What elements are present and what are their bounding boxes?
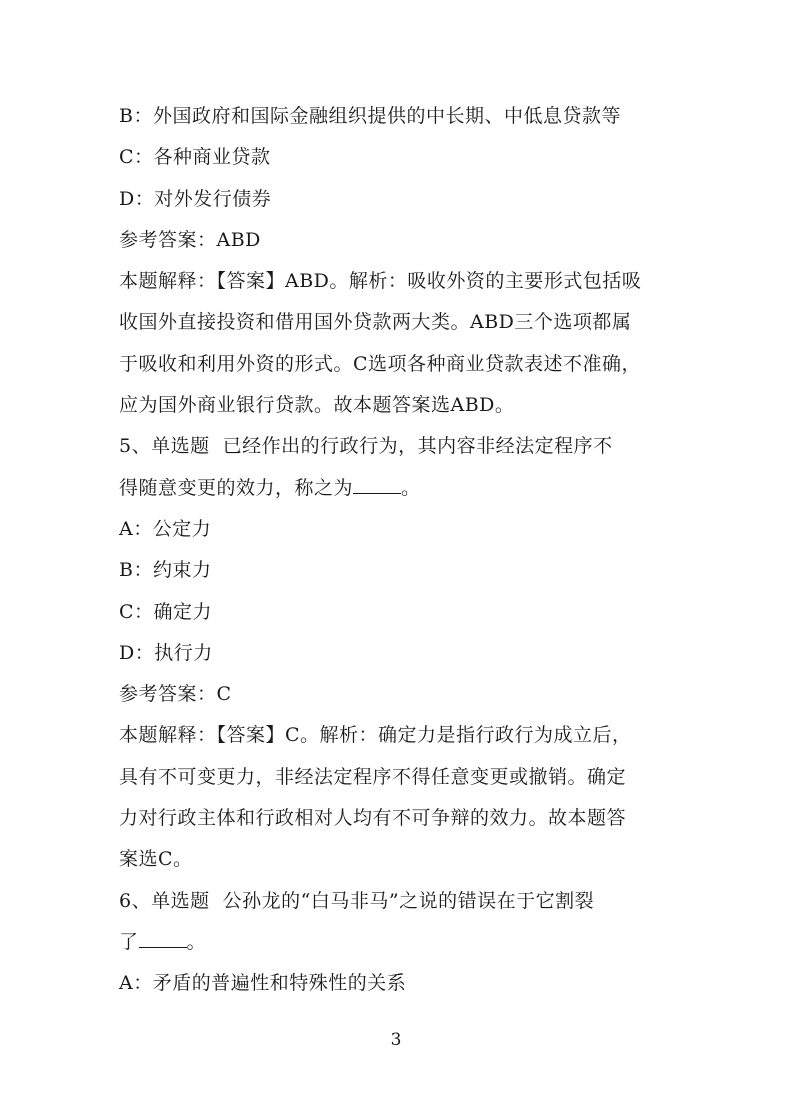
q4-explanation-line: 收国外直接投资和借用国外贷款两大类。ABD三个选项都属 xyxy=(119,311,632,334)
q6-stem-suffix: 。 xyxy=(186,930,207,953)
q4-option-c: C：各种商业贷款 xyxy=(119,146,271,169)
page-number: 3 xyxy=(390,1030,402,1050)
q5-option-d: D：执行力 xyxy=(119,641,213,664)
q4-answer: 参考答案：ABD xyxy=(119,228,261,251)
q5-option-b: B：约束力 xyxy=(119,559,212,582)
q5-stem-line2 xyxy=(119,468,675,509)
q4-explanation-line: 本题解释：【答案】ABD。解析：吸收外资的主要形式包括吸 xyxy=(119,270,642,293)
q5-stem-prefix: 得随意变更的效力，称之为 xyxy=(119,476,354,499)
q5-option-a: A：公定力 xyxy=(119,517,212,540)
q5-explanation-line: 力对行政主体和行政相对人均有不可争辩的效力。故本题答 xyxy=(119,807,627,830)
q4-explanation-line: 于吸收和利用外资的形式。C选项各种商业贷款表述不准确， xyxy=(119,352,642,375)
q6-option-a: A：矛盾的普遍性和特殊性的关系 xyxy=(119,972,407,995)
q4-option-d: D：对外发行债券 xyxy=(119,187,272,210)
q5-stem-line1: 5、单选题 已经作出的行政行为，其内容非经法定程序不 xyxy=(119,435,613,458)
answer-blank xyxy=(353,477,401,494)
q5-answer: 参考答案：C xyxy=(119,683,232,706)
q5-stem-suffix: 。 xyxy=(401,476,421,499)
answer-blank xyxy=(139,931,187,948)
q6-stem-line2 xyxy=(119,922,675,963)
q6-stem-prefix: 了 xyxy=(119,930,139,953)
q5-option-c: C：确定力 xyxy=(119,600,213,623)
q5-explanation-line: 具有不可变更力，非经法定程序不得任意变更或撤销。确定 xyxy=(119,765,627,788)
q5-explanation-line: 本题解释：【答案】C。解析：确定力是指行政行为成立后， xyxy=(119,724,632,747)
page-content xyxy=(119,96,675,1005)
q6-stem-line1: 6、单选题 公孙龙的“白马非马”之说的错误在于它割裂 xyxy=(119,889,595,912)
q4-option-b: B：外国政府和国际金融组织提供的中长期、中低息贷款等 xyxy=(119,105,621,127)
q5-explanation-line: 案选C。 xyxy=(119,848,193,871)
q4-explanation-line: 应为国外商业银行贷款。故本题答案选ABD。 xyxy=(119,394,515,417)
